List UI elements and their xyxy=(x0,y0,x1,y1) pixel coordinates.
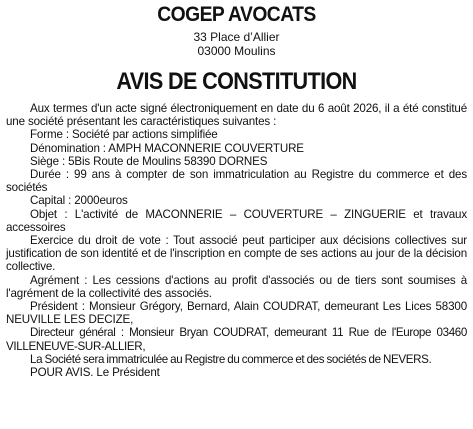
paragraph-signature: POUR AVIS. Le Président xyxy=(30,366,160,380)
paragraph-duree: Durée : 99 ans à compter de son immatriculation au Registre du commerce et des sociétés xyxy=(6,168,467,195)
firm-name: COGEP AVOCATS xyxy=(157,3,316,26)
paragraph-siege: Siège : 5Bis Route de Moulins 58390 DORNES xyxy=(30,154,268,168)
paragraph-immatriculation: La Société sera immatriculée au Registre du commerce et des sociétés de NEVERS. xyxy=(30,352,432,366)
paragraph-agrement: Agrément : Les cessions d'actions au profit d'associés ou de tiers sont soumises à l'agrément de la collectivité des associés. xyxy=(6,273,467,300)
notice-body xyxy=(6,102,467,379)
firm-address-city: 03000 Moulins xyxy=(197,44,276,58)
paragraph-forme: Forme : Société par actions simplifiée xyxy=(30,128,218,142)
firm-address-street: 33 Place d’Allier xyxy=(193,30,280,44)
paragraph-denomination: Dénomination : AMPH MACONNERIE COUVERTURE xyxy=(30,141,304,155)
paragraph-president: Président : Monsieur Grégory, Bernard, Alain COUDRAT, demeurant Les Lices 58300 NEUVILLE LES DECIZE, xyxy=(6,300,467,327)
notice-title: AVIS DE CONSTITUTION xyxy=(116,68,357,95)
paragraph-directeur-general: Directeur général : Monsieur Bryan COUDRAT, demeurant 11 Rue de l'Europe 03460 VILLENEUVE-SUR-ALLIER, xyxy=(6,326,467,353)
paragraph-intro: Aux termes d'un acte signé électroniquement en date du 6 août 2026, il a été constitué une société présentant les caractéristiques suivantes : xyxy=(6,102,467,129)
paragraph-objet: Objet : L'activité de MACONNERIE – COUVERTURE – ZINGUERIE et travaux accessoires xyxy=(6,207,467,234)
paragraph-capital: Capital : 2000euros xyxy=(30,194,128,208)
paragraph-droit-de-vote: Exercice du droit de vote : Tout associé peut participer aux décisions collectives sur justification de son identité et de l'inscription en compte de ses actions au jour de la décision collective. xyxy=(6,234,467,274)
